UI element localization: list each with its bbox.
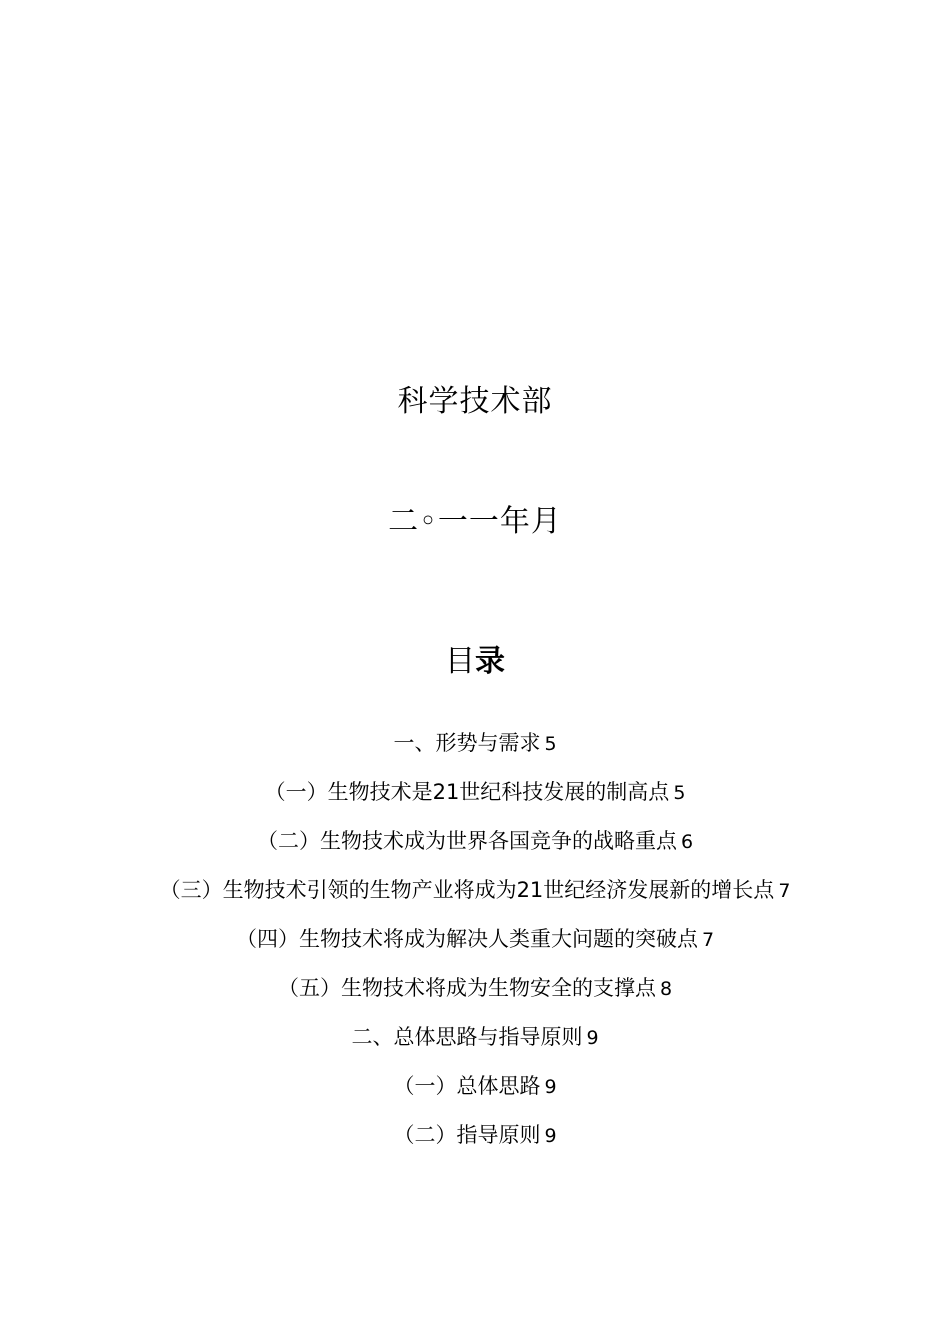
toc-entry[interactable] [0,924,950,973]
toc-entry-page: 9 [544,1125,557,1147]
toc-entry-page: 7 [778,880,791,902]
toc-entry-page: 6 [680,831,694,853]
toc-entry-page: 9 [586,1027,599,1049]
toc-entry[interactable] [0,1071,950,1120]
toc-entry-page: 5 [673,782,686,804]
toc-entry[interactable] [0,777,950,826]
table-of-contents [0,728,950,1169]
toc-entry-text: （一）生物技术是21世纪科技发展的制高点 [264,780,670,804]
document-date: 二◦一一年月 [388,504,562,539]
toc-entry-text: （二）指导原则 [393,1123,541,1147]
toc-entry-text: （五）生物技术将成为生物安全的支撑点 [277,976,656,1000]
toc-entry-text: 二、总体思路与指导原则 [351,1025,583,1049]
toc-entry[interactable] [0,973,950,1022]
toc-entry-text: （二）生物技术成为世界各国竞争的战略重点 [256,829,677,853]
toc-entry[interactable] [0,728,950,777]
toc-entry[interactable] [0,826,950,875]
toc-entry-page: 9 [544,1076,557,1098]
toc-title [0,636,950,680]
toc-entry-text: 一、形势与需求 [393,731,541,755]
toc-entry[interactable] [0,1120,950,1169]
toc-entry-text: （四）生物技术将成为解决人类重大问题的突破点 [235,927,698,951]
organization-name: 科学技术部 [397,384,553,419]
toc-title-char-1: 目 [445,644,475,679]
toc-entry-text: （三）生物技术引领的生物产业将成为21世纪经济发展新的增长点 [159,878,775,902]
toc-entry[interactable] [0,875,950,924]
toc-entry-page: 7 [701,929,715,951]
toc-entry-text: （一）总体思路 [393,1074,541,1098]
toc-title-char-2: 录 [475,644,505,679]
toc-entry[interactable] [0,1022,950,1071]
toc-entry-page: 5 [544,733,557,755]
toc-entry-page: 8 [659,978,673,1000]
